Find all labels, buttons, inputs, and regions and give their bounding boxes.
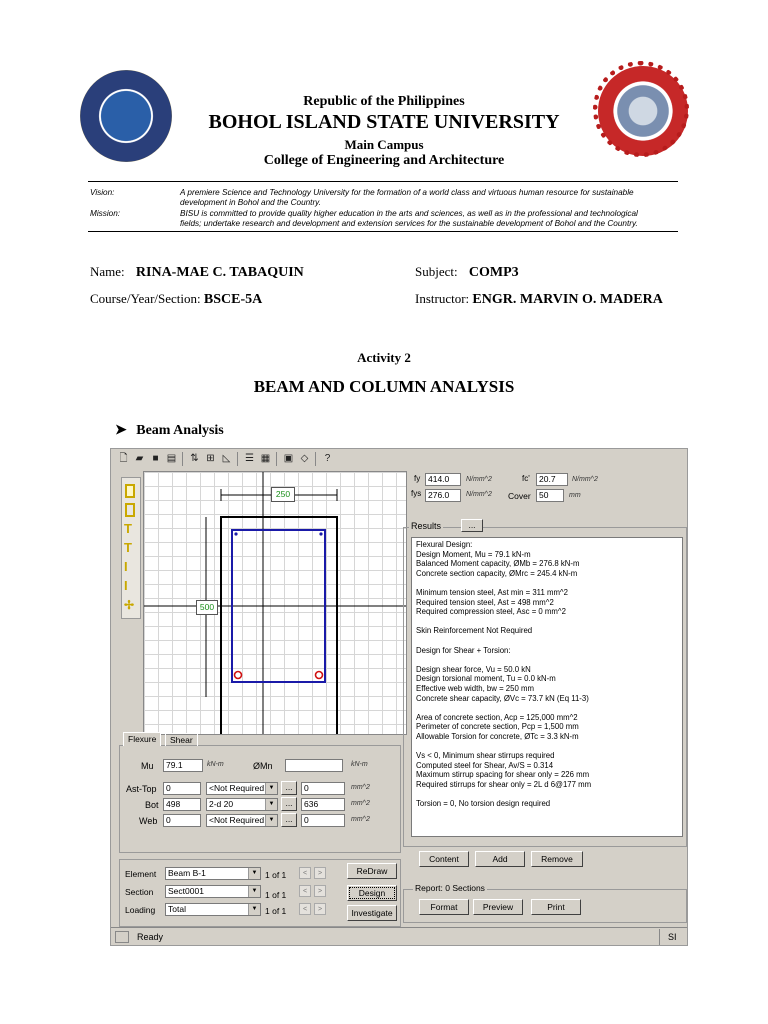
save-icon[interactable]: ■ [152, 453, 159, 464]
loading-select[interactable]: Total ▼ [165, 903, 261, 916]
rect-section-icon[interactable] [125, 484, 135, 498]
list-icon[interactable]: ☰ [245, 453, 254, 464]
results-line: Allowable Torsion for concrete, ØTc = 3.3 kN-m [416, 731, 579, 741]
bot-label: Bot [145, 800, 159, 810]
element-select[interactable]: Beam B-1 ▼ [165, 867, 261, 880]
investigate-button[interactable]: Investigate [347, 905, 397, 921]
rebar-left [235, 672, 242, 679]
mu-label: Mu [141, 761, 154, 771]
bot-area[interactable]: 636 [301, 798, 345, 811]
results-line [416, 741, 678, 751]
bullet-arrow-icon: ➤ [115, 423, 127, 438]
results-text-area[interactable] [411, 537, 683, 837]
name-label: Name: [90, 264, 125, 279]
section-heading [115, 422, 224, 439]
loading-label: Loading [125, 905, 156, 915]
course-label: Course/Year/Section: [90, 291, 201, 306]
ast-top-unit: mm^2 [351, 784, 370, 791]
subject-row [415, 264, 519, 281]
preview-button[interactable]: Preview [473, 899, 523, 915]
status-indicator [115, 931, 129, 943]
student-name: RINA-MAE C. TABAQUIN [135, 265, 304, 280]
fc-label: fc' [522, 474, 530, 483]
status-bar [111, 927, 687, 946]
table-icon[interactable]: ▦ [260, 453, 271, 464]
course-row [90, 291, 262, 308]
element-count: 1 of 1 [265, 870, 287, 880]
fys-label: fys [411, 489, 422, 498]
results-line: Design Moment, Mu = 79.1 kN-m [416, 549, 531, 559]
instructor-value: ENGR. MARVIN O. MADERA [472, 292, 663, 307]
chevron-down-icon: ▼ [265, 783, 277, 794]
vision-line-2: development in Bohol and the Country. [180, 198, 321, 207]
results-line: Required tension steel, Ast = 498 mm^2 [416, 597, 554, 607]
fc-unit: N/mm^2 [572, 476, 598, 483]
height-dimension-label: 500 [196, 600, 218, 615]
results-line [416, 703, 678, 713]
element-label: Element [125, 869, 157, 879]
instructor-label: Instructor: [415, 291, 470, 306]
rebar-right [316, 672, 323, 679]
results-line: Concrete shear capacity, ØVc = 73.7 kN (Eq 11-3) [416, 693, 589, 703]
results-label: Results [411, 521, 442, 531]
activity-title: BEAM AND COLUMN ANALYSIS [253, 377, 515, 396]
results-line: Skin Reinforcement Not Required [416, 626, 533, 636]
bot-bar-select[interactable]: 2-d 20 ▼ [206, 798, 278, 811]
phimn-input[interactable] [285, 759, 343, 772]
t-section-alt-icon[interactable]: T [124, 540, 132, 555]
page-icon[interactable]: ▣ [283, 453, 294, 464]
loading-count: 1 of 1 [265, 906, 287, 916]
college-name: College of Engineering and Architecture [263, 153, 505, 168]
section-count: 1 of 1 [265, 890, 287, 900]
results-line: Minimum tension steel, Ast min = 311 mm^2 [416, 587, 568, 597]
results-line [416, 617, 678, 627]
results-line: Perimeter of concrete section, Pcp = 1,500 mm [416, 722, 579, 732]
new-file-icon[interactable]: 🗋 [119, 453, 128, 464]
results-line: Required compression steel, Asc = 0 mm^2 [416, 607, 566, 617]
chevron-down-icon: ▼ [248, 868, 260, 879]
bot-unit: mm^2 [351, 800, 370, 807]
mission-label: Mission: [90, 209, 121, 218]
fys-unit: N/mm^2 [466, 491, 492, 498]
results-line: Flexural Design: [416, 540, 473, 549]
web-input[interactable]: 0 [163, 814, 201, 827]
chevron-down-icon: ▼ [248, 904, 260, 915]
report-label: Report: 0 Sections [415, 883, 485, 893]
section-nav [299, 885, 329, 897]
chart-icon[interactable]: ◺ [222, 453, 231, 464]
cover-unit: mm [569, 492, 581, 499]
campus-name: Main Campus [344, 137, 424, 152]
phimn-unit: kN-m [351, 761, 368, 768]
beam-section-drawing [144, 472, 406, 734]
results-line: Design for Shear + Torsion: [416, 645, 511, 655]
loading-nav [299, 903, 329, 915]
fy-input[interactable]: 414.0 [425, 473, 461, 486]
course-value: BSCE-5A [203, 292, 263, 307]
add-button[interactable]: Add [475, 851, 525, 867]
hollow-section-icon[interactable] [125, 503, 135, 517]
web-bar-select[interactable]: <Not Required ▼ [206, 814, 278, 827]
subject-value: COMP3 [468, 265, 519, 280]
shape-palette [121, 477, 141, 619]
chevron-down-icon: ▼ [248, 886, 260, 897]
print-button[interactable]: Print [531, 899, 581, 915]
web-more-button[interactable]: ... [281, 813, 297, 827]
previous-arrow-icon[interactable]: < [299, 885, 311, 897]
mu-input[interactable]: 79.1 [163, 759, 203, 772]
ast-top-label: Ast-Top [126, 784, 157, 794]
t-section-icon[interactable]: T [124, 521, 132, 536]
content-button[interactable]: Content [419, 851, 469, 867]
header-rule-bottom [88, 231, 678, 232]
section-label: Section [125, 887, 154, 897]
section-select[interactable]: Sect0001 ▼ [165, 885, 261, 898]
results-line: Computed steel for Shear, Av/S = 0.314 [416, 760, 554, 770]
vision-line-1: A premiere Science and Technology University for the formation of a world class and virtuous human resource for sustainable [180, 188, 634, 197]
toolbar-separator [182, 452, 183, 466]
refresh-icon[interactable]: ⇅ [190, 453, 199, 464]
beam-design-app-window [110, 448, 688, 946]
next-arrow-icon[interactable]: > [314, 903, 326, 915]
format-button[interactable]: Format [419, 899, 469, 915]
results-line: Effective web width, bw = 250 mm [416, 683, 534, 693]
bot-input[interactable]: 498 [163, 798, 201, 811]
results-line: Maximum stirrup spacing for shear only = 226 mm [416, 770, 590, 780]
results-line: Area of concrete section, Acp = 125,000 mm^2 [416, 712, 578, 722]
tab-flexure[interactable]: Flexure [123, 732, 161, 746]
status-text: Ready [137, 932, 164, 942]
ast-top-bar-select[interactable]: <Not Required ▼ [206, 782, 278, 795]
web-area[interactable]: 0 [301, 814, 345, 827]
name-row [90, 264, 304, 281]
toolbar-separator [276, 452, 277, 466]
i-section-icon[interactable]: I [124, 559, 128, 574]
open-folder-icon[interactable]: ▰ [135, 453, 144, 464]
results-line: Concrete section capacity, ØMrc = 245.4 kN-m [416, 568, 578, 578]
status-units: SI [668, 932, 677, 942]
web-label: Web [139, 816, 158, 826]
element-nav [299, 867, 329, 879]
cover-label: Cover [508, 491, 531, 501]
section-heading-text: Beam Analysis [136, 423, 224, 438]
remove-button[interactable]: Remove [531, 851, 583, 867]
toolbar-separator [237, 452, 238, 466]
grid-icon[interactable]: ⊞ [206, 453, 215, 464]
concrete-outline [221, 517, 337, 734]
mu-unit: kN-m [207, 761, 224, 768]
phimn-label: ØMn [253, 761, 273, 771]
results-line: Vs < 0, Minimum shear stirrups required [416, 751, 555, 761]
mission-line-1: BISU is committed to provide quality higher education in the arts and sciences, as well as in the professional and technological [180, 209, 638, 218]
instructor-row [415, 291, 663, 308]
results-line [416, 655, 678, 665]
results-line [416, 789, 678, 799]
width-dimension-label: 250 [271, 487, 295, 502]
help-icon[interactable]: ? [324, 453, 331, 464]
design-button[interactable]: Design [347, 885, 397, 901]
diamond-icon[interactable]: ◇ [300, 453, 309, 464]
cross-section-icon[interactable]: ✢ [124, 598, 135, 612]
web-unit: mm^2 [351, 816, 370, 823]
header-rule-top [88, 181, 678, 182]
bot-more-button[interactable]: ... [281, 797, 297, 811]
results-line: Balanced Moment capacity, ØMb = 276.8 kN-m [416, 559, 580, 569]
cover-input[interactable]: 50 [536, 489, 564, 502]
fys-input[interactable]: 276.0 [425, 489, 461, 502]
results-options-button[interactable]: ... [461, 519, 483, 532]
republic-line: Republic of the Philippines [303, 94, 465, 109]
previous-arrow-icon[interactable]: < [299, 903, 311, 915]
fc-input[interactable]: 20.7 [536, 473, 568, 486]
redraw-button[interactable]: ReDraw [347, 863, 397, 879]
results-line: Required stirrups for shear only = 2L d 6@177 mm [416, 779, 592, 789]
ast-top-input[interactable]: 0 [163, 782, 201, 795]
next-arrow-icon[interactable]: > [314, 867, 326, 879]
ast-top-area[interactable]: 0 [301, 782, 345, 795]
mission-line-2: fields; undertake research and development and extension services for the sustainable development of Bohol and the Country. [180, 219, 638, 228]
next-arrow-icon[interactable]: > [314, 885, 326, 897]
top-corner-left [234, 532, 237, 535]
toolbar-separator [315, 452, 316, 466]
activity-number: Activity 2 [357, 350, 411, 365]
ast-top-more-button[interactable]: ... [281, 781, 297, 795]
status-divider [659, 929, 660, 945]
results-line: Torsion = 0, No torsion design required [416, 799, 551, 809]
results-line: Design shear force, Vu = 50.0 kN [416, 664, 531, 674]
toolbar [111, 449, 687, 469]
fy-unit: N/mm^2 [466, 476, 492, 483]
results-line [416, 578, 678, 588]
subject-label: Subject: [415, 264, 458, 279]
results-line [416, 636, 678, 646]
print-icon[interactable]: ▤ [166, 453, 177, 464]
vision-label: Vision: [90, 188, 115, 197]
university-name: BOHOL ISLAND STATE UNIVERSITY [208, 111, 560, 133]
chevron-down-icon: ▼ [265, 815, 277, 826]
fy-label: fy [414, 474, 421, 483]
results-line: Design torsional moment, Tu = 0.0 kN-m [416, 674, 556, 684]
section-canvas[interactable] [143, 471, 407, 735]
tab-shear[interactable]: Shear [165, 733, 198, 746]
top-corner-right [319, 532, 322, 535]
i-section-alt-icon[interactable]: I [124, 578, 128, 593]
previous-arrow-icon[interactable]: < [299, 867, 311, 879]
chevron-down-icon: ▼ [265, 799, 277, 810]
